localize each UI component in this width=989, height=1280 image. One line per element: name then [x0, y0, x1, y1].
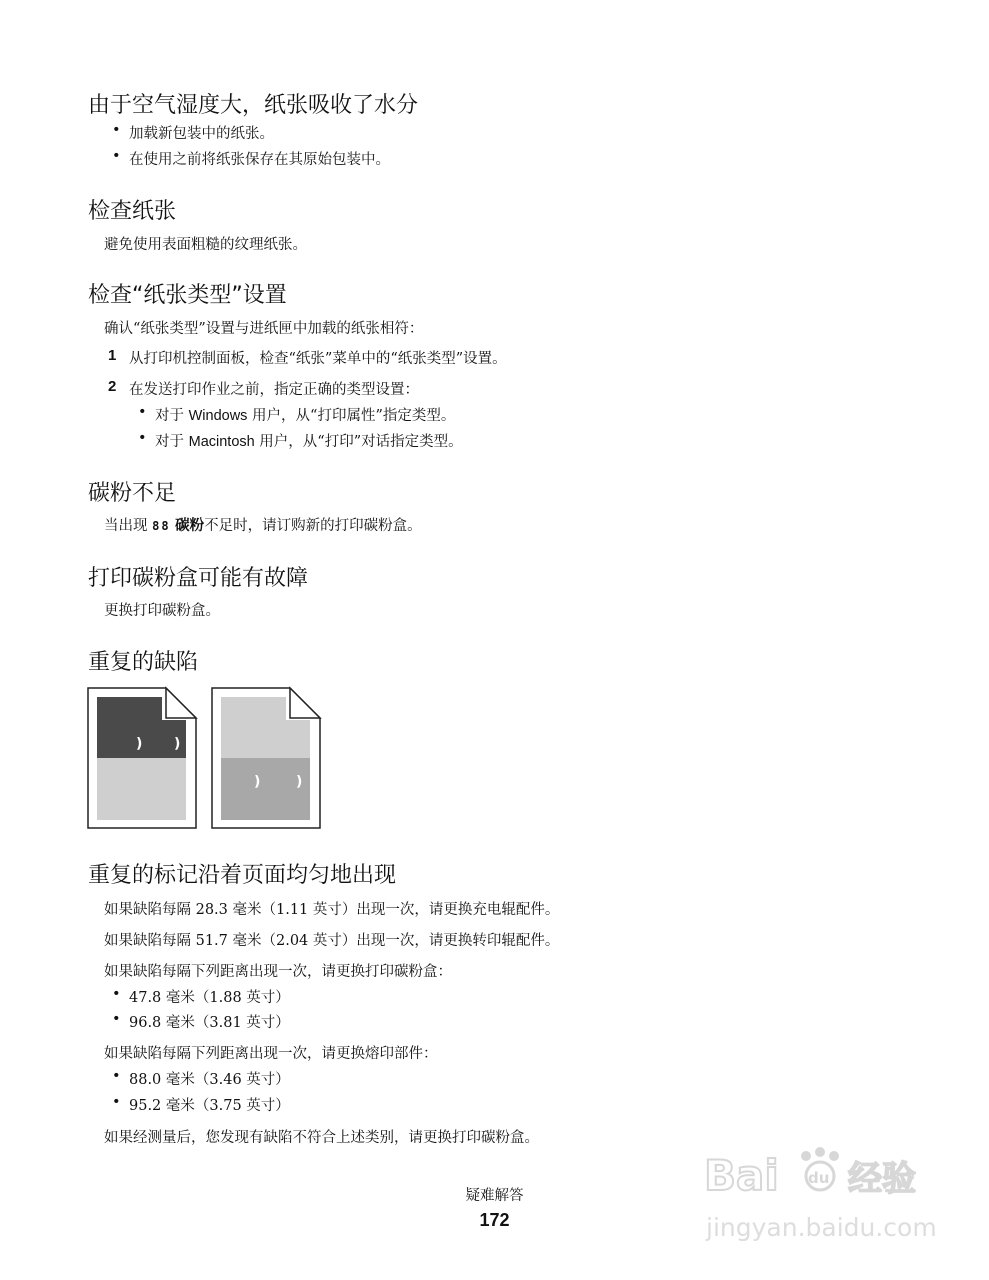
- paragraph: 避免使用表面粗糙的纹理纸张。: [104, 237, 307, 253]
- step-number: 2: [108, 378, 117, 395]
- bullet-icon: •: [138, 430, 147, 446]
- bullet-icon: •: [112, 1094, 121, 1110]
- footer-title: 疑难解答: [465, 1188, 524, 1204]
- heading-repeating-defects: 重复的缺陷: [88, 650, 199, 675]
- svg-text:经验: 经验: [848, 1159, 916, 1199]
- svg-text:): ): [296, 774, 303, 790]
- heading-humidity: 由于空气湿度大，纸张吸收了水分: [88, 93, 419, 118]
- bullet-icon: •: [138, 404, 147, 420]
- paragraph: 如果经测量后，您发现有缺陷不符合上述类别，请更换打印碳粉盒。: [104, 1130, 539, 1146]
- page-illustration-2: [212, 688, 320, 828]
- step-text: 从打印机控制面板，检查“纸张”菜单中的“纸张类型”设置。: [129, 351, 507, 367]
- bullet-icon: •: [112, 1011, 121, 1027]
- paragraph: 如果缺陷每隔下列距离出现一次，请更换打印碳粉盒：: [104, 964, 452, 980]
- heading-paper-type: 检查“纸张类型”设置: [88, 283, 287, 308]
- svg-text:): ): [254, 774, 261, 790]
- step-number: 1: [108, 347, 117, 364]
- watermark-url: jingyan.baidu.com: [706, 1213, 937, 1242]
- heading-low-toner: 碳粉不足: [88, 481, 177, 506]
- paragraph: 确认“纸张类型”设置与进纸匣中加载的纸张相符：: [104, 321, 424, 337]
- baidu-jingyan-watermark-logo: [698, 1130, 948, 1250]
- bullet-item: • 96.8 毫米（3.81 英寸）: [112, 1011, 290, 1031]
- bullet-item: • 对于 Windows 用户，从“打印属性”指定类型。: [138, 404, 456, 424]
- heading-defective-cartridge: 打印碳粉盒可能有故障: [88, 566, 309, 591]
- svg-text:): ): [136, 736, 143, 752]
- bullet-icon: •: [112, 1068, 121, 1084]
- paragraph: 如果缺陷每隔 51.7 毫米（2.04 英寸）出现一次，请更换转印辊配件。: [104, 933, 560, 949]
- bullet-item: • 88.0 毫米（3.46 英寸）: [112, 1068, 290, 1088]
- bullet-item: • 加载新包装中的纸张。: [112, 122, 274, 142]
- bullet-item: • 对于 Macintosh 用户，从“打印”对话指定类型。: [138, 430, 463, 450]
- bullet-item: • 在使用之前将纸张保存在其原始包装中。: [112, 148, 390, 168]
- bullet-icon: •: [112, 122, 121, 138]
- display-code: 88: [152, 519, 171, 533]
- heading-check-paper: 检查纸张: [88, 199, 177, 224]
- bullet-icon: •: [112, 986, 121, 1002]
- heading-repeating-marks: 重复的标记沿着页面均匀地出现: [88, 863, 397, 888]
- paragraph: 如果缺陷每隔 28.3 毫米（1.11 英寸）出现一次，请更换充电辊配件。: [104, 902, 560, 918]
- bullet-item: • 95.2 毫米（3.75 英寸）: [112, 1094, 290, 1114]
- svg-text:Bai: Bai: [704, 1151, 779, 1200]
- page-illustration-1: [88, 688, 196, 828]
- paragraph: 当出现 88 碳粉不足时，请订购新的打印碳粉盒。: [104, 517, 422, 534]
- svg-text:du: du: [808, 1169, 830, 1187]
- paragraph: 如果缺陷每隔下列距离出现一次，请更换熔印部件：: [104, 1046, 438, 1062]
- repeating-defects-illustration: [86, 686, 326, 832]
- page-number: 172: [479, 1210, 510, 1230]
- paragraph: 更换打印碳粉盒。: [104, 603, 220, 619]
- bullet-item: • 47.8 毫米（1.88 英寸）: [112, 986, 290, 1006]
- bullet-icon: •: [112, 148, 121, 164]
- step-text: 在发送打印作业之前，指定正确的类型设置：: [129, 382, 419, 398]
- svg-text:): ): [174, 736, 181, 752]
